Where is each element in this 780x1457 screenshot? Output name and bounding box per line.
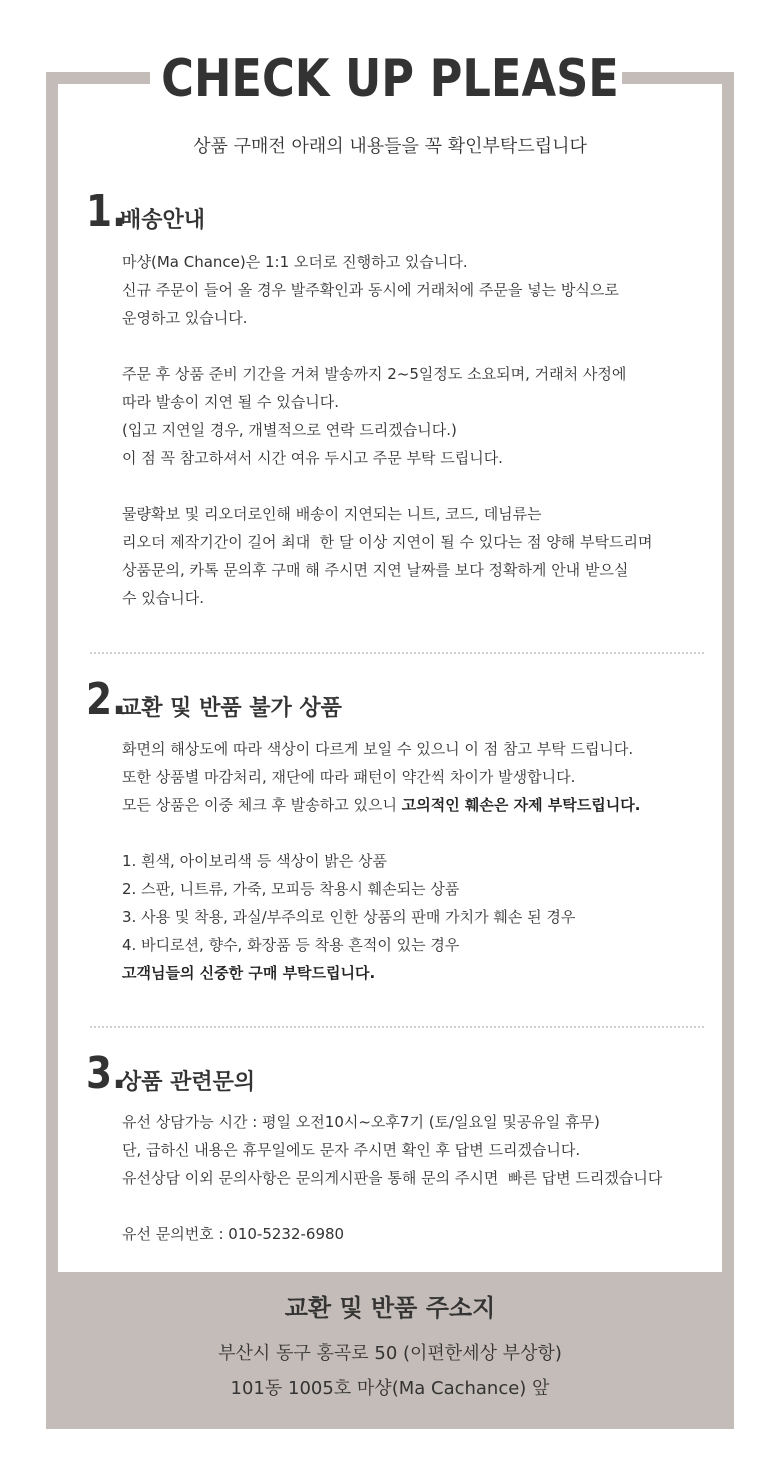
section-divider <box>90 1026 704 1028</box>
spacer <box>122 819 640 847</box>
text-line: 운영하고 있습니다. <box>122 309 248 327</box>
text-line: (입고 지연일 경우, 개별적으로 연락 드리겠습니다.) <box>122 421 457 439</box>
shipping-info-text <box>122 248 652 612</box>
spacer <box>122 472 652 500</box>
return-address-line: 부산시 동구 홍곡로 50 (이편한세상 부상항) <box>218 1343 562 1364</box>
spacer <box>122 1192 662 1220</box>
list-item: 2. 스판, 니트류, 가죽, 모피등 착용시 훼손되는 상품 <box>122 880 460 898</box>
text-line: 상품문의, 카톡 문의후 구매 해 주시면 지연 날짜를 보다 정확하게 안내 받으실 <box>122 561 629 579</box>
text-line: 따라 발송이 지연 될 수 있습니다. <box>122 393 339 411</box>
list-item: 1. 흰색, 아이보리색 등 색상이 밝은 상품 <box>122 852 388 870</box>
text-line: 이 점 꼭 참고하셔서 시간 여유 두시고 주문 부탁 드립니다. <box>122 449 503 467</box>
text-line: 유선상담 이외 문의사항은 문의게시판을 통해 문의 주시면 빠른 답변 드리겠습니다 <box>122 1169 663 1187</box>
section-number: 3. <box>86 1048 127 1099</box>
page-title: CHECK UP PLEASE <box>161 49 619 109</box>
section-heading-no-return <box>86 672 342 725</box>
section-number: 2. <box>86 674 127 725</box>
text-line: 주문 후 상품 준비 기간을 거쳐 발송까지 2~5일정도 소요되며, 거래처 사정에 <box>122 365 627 383</box>
return-address-title: 교환 및 반품 주소지 <box>284 1294 496 1322</box>
section-number: 1. <box>86 186 127 237</box>
text-line: 또한 상품별 마감처리, 재단에 따라 패턴이 약간씩 차이가 발생합니다. <box>122 768 576 786</box>
section-title: 상품 관련문의 <box>120 1070 256 1095</box>
section-heading-shipping <box>86 184 206 237</box>
text-normal: 모든 상품은 이중 체크 후 발송하고 있으니 <box>122 796 402 814</box>
section-title: 교환 및 반품 불가 상품 <box>120 696 342 721</box>
text-line: 마샹(Ma Chance)은 1:1 오더로 진행하고 있습니다. <box>122 253 468 271</box>
no-return-text <box>122 735 640 987</box>
spacer <box>122 332 652 360</box>
phone-number: 유선 문의번호 : 010-5232-6980 <box>122 1225 345 1243</box>
page-subtitle: 상품 구매전 아래의 내용들을 꼭 확인부탁드립니다 <box>193 136 587 157</box>
list-item: 3. 사용 및 착용, 과실/부주의로 인한 상품의 판매 가치가 훼손 된 경우 <box>122 908 576 926</box>
list-item: 4. 바디로션, 향수, 화장품 등 착용 흔적이 있는 경우 <box>122 936 460 954</box>
inquiry-text <box>122 1108 662 1248</box>
return-address-line: 101동 1005호 마샹(Ma Cachance) 앞 <box>230 1378 550 1399</box>
section-title: 배송안내 <box>120 208 206 233</box>
text-line: 수 있습니다. <box>122 589 204 607</box>
closing-note: 고객님들의 신중한 구매 부탁드립니다. <box>122 964 376 982</box>
text-line: 화면의 해상도에 따라 색상이 다르게 보일 수 있으니 이 점 참고 부탁 드립니다. <box>122 740 634 758</box>
text-line: 유선 상담가능 시간 : 평일 오전10시~오후7기 (토/일요일 및공유일 휴무) <box>122 1113 600 1131</box>
text-emphasis: 고의적인 훼손은 자제 부탁드립니다. <box>401 796 641 814</box>
text-line: 리오더 제작기간이 길어 최대 한 달 이상 지연이 될 수 있다는 점 양해 부탁드리며 <box>122 533 653 551</box>
section-heading-inquiry <box>86 1046 256 1099</box>
text-line <box>122 791 640 819</box>
section-divider <box>90 652 704 654</box>
text-line: 물량확보 및 리오더로인해 배송이 지연되는 니트, 코드, 데님류는 <box>122 505 542 523</box>
text-line: 단, 급하신 내용은 휴무일에도 문자 주시면 확인 후 답변 드리겠습니다. <box>122 1141 581 1159</box>
text-line: 신규 주문이 들어 올 경우 발주확인과 동시에 거래처에 주문을 넣는 방식으로 <box>122 281 619 299</box>
